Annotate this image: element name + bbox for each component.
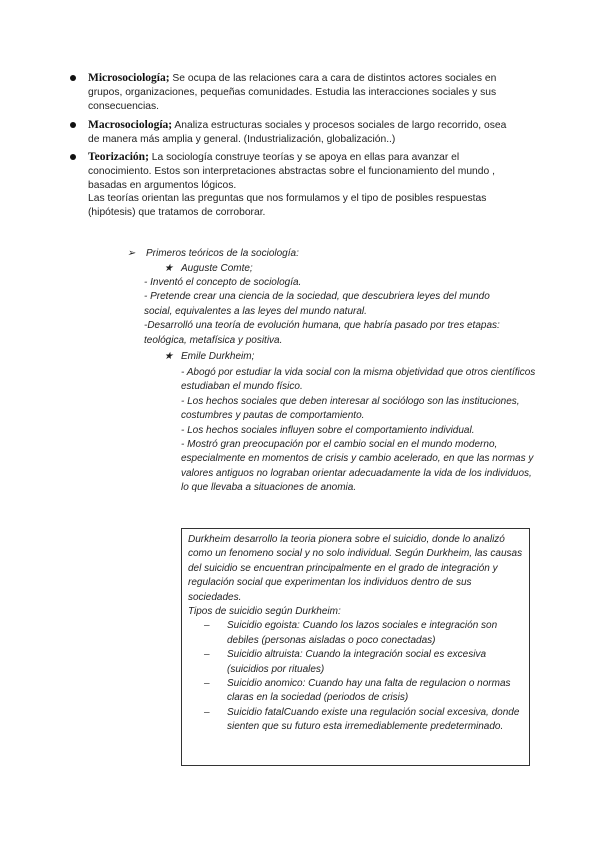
box-types-title: Tipos de suicidio según Durkheim: (188, 606, 341, 618)
term-microsociologia: Microsociología; (88, 72, 170, 84)
list-item (88, 71, 508, 115)
durkheim-details (181, 366, 536, 496)
bullet-dot-icon (70, 122, 76, 128)
definitions-list (88, 71, 508, 223)
bullet-dot-icon (70, 154, 76, 160)
durkheim-line: - Mostró gran preocupación por el cambio social en el mundo moderno, especialmente en momentos de crisis y cambio acelerado, en que las normas y valores antiguos no lograban orientar adecuadamente la vida de los individuos, lo que llevaba a situaciones de anomia. (181, 439, 534, 494)
definition-text: La sociología construye teorías y se apoya en ellas para avanzar el conocimiento. Estos son interpretaciones abstractas sobre el funcionamiento del mundo , basadas en argumentos lógicos. (88, 152, 495, 192)
dash-bullet-icon: – (204, 706, 210, 718)
dash-bullet-icon: – (204, 649, 210, 661)
list-item (188, 677, 523, 706)
comte-line: -Desarrolló una teoría de evolución humana, que habría pasado por tres etapas: teológica, metafísica y positiva. (144, 320, 500, 346)
durkheim-line: - Los hechos sociales que deben interesar al sociólogo son las instituciones, costumbres y pautas de comportamiento. (181, 395, 520, 422)
comte-details (144, 276, 514, 348)
list-item (188, 619, 523, 648)
list-item (188, 648, 523, 677)
list-item (188, 706, 523, 735)
term-teorizacion: Teorización; (88, 151, 149, 164)
suicide-types-list (188, 619, 523, 734)
dash-bullet-icon: – (204, 678, 210, 690)
durkheim-line: - Abogó por estudiar la vida social con la misma objetividad que otros científicos estudiaban el mundo físico. (181, 367, 536, 393)
definition-text: Analiza estructuras sociales y procesos sociales de largo recorrido, osea de manera más amplia y general. (Industrialización, globalización..) (88, 119, 507, 145)
durkheim-line: - Los hechos sociales influyen sobre el comportamiento individual. (181, 424, 475, 436)
list-item (88, 118, 508, 147)
comte-name: Auguste Comte; (181, 263, 253, 274)
star-bullet-icon: ★ (164, 263, 173, 274)
suicide-type-text: Suicidio anomico: Cuando hay una falta de regulacion o normas claras en la sociedad (periodos de crisis) (227, 678, 511, 704)
arrow-bullet-icon: ➢ (127, 248, 136, 259)
term-macrosociologia: Macrosociología; (88, 118, 173, 131)
suicide-type-text: Suicidio altruista: Cuando la integración social es excesiva (suicidios por rituales) (227, 649, 487, 675)
theories-paragraph: Las teorías orientan las preguntas que nos formulamos y el tipo de posibles respuestas (hipótesis) que tratamos de corroborar. (88, 192, 487, 218)
definition-text: Se ocupa de las relaciones cara a cara de distintos actores sociales en grupos, organizaciones, pequeñas comunidades. Estudia las interacciones sociales y sus consecuencias. (88, 73, 497, 113)
suicide-type-text: Suicidio fatalCuando existe una regulación social excesiva, donde sienten que su futuro esta irremediablemente predeterminado. (227, 706, 520, 733)
bullet-dot-icon (70, 75, 76, 81)
star-bullet-icon: ★ (164, 351, 173, 362)
comte-line: - Inventó el concepto de sociología. (144, 277, 302, 288)
suicide-type-text: Suicidio egoista: Cuando los lazos sociales e integración son debiles (personas aisladas o poco conectadas) (227, 620, 498, 646)
suicide-theory-box (181, 528, 530, 766)
section-heading-text: Primeros teóricos de la sociología: (146, 248, 299, 259)
box-intro: Durkheim desarrollo la teoria pionera sobre el suicidio, donde lo analizó como un fenomeno social y no solo individual. Según Durkheim, las causas del suicidio se encuentran principalmente en el grado de integración y regulación social que experimentan los individuos dentro de sus sociedades. (188, 534, 523, 603)
dash-bullet-icon: – (204, 620, 210, 632)
comte-line: - Pretende crear una ciencia de la sociedad, que descubriera leyes del mundo social, equivalentes a las leyes del mundo natural. (144, 291, 490, 317)
durkheim-name: Emile Durkheim; (181, 351, 255, 362)
list-item (88, 150, 508, 220)
